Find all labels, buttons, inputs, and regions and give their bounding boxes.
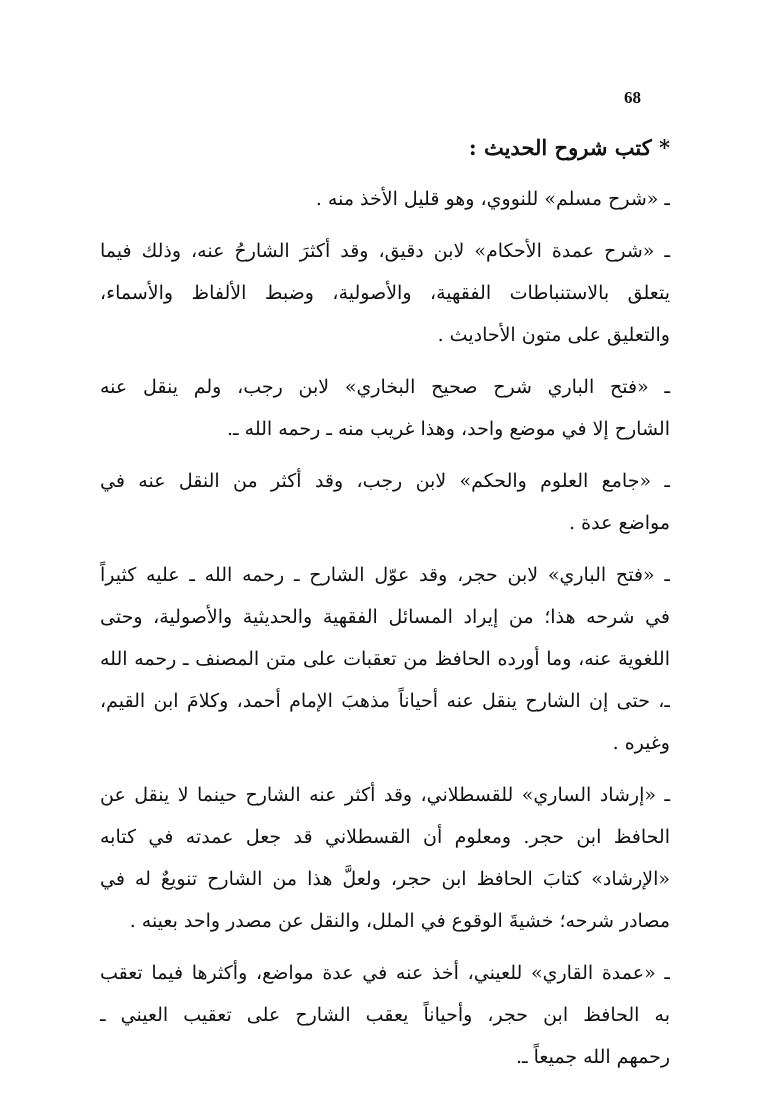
text-line: الشارح إلا في موضع واحد، وهذا غريب منه ـ رحمه الله ـ. — [227, 418, 670, 440]
text-line: مصادر شرحه؛ خشيةَ الوقوع في الملل، والنقل عن مصدر واحد بعينه . — [129, 910, 670, 932]
text-line: وغيره . — [612, 732, 670, 754]
text-line: في شرحه هذا؛ من إيراد المسائل الفقهية والحديثية والأصولية، وحتى — [100, 606, 670, 628]
text-line: ـ، حتى إن الشارح ينقل عنه أحياناً مذهبَ الإمام أحمد، وكلامَ ابن القيم، — [100, 690, 670, 712]
text-line: يتعلق بالاستنباطات الفقهية، والأصولية، وضبط الألفاظ والأسماء، — [100, 282, 670, 304]
entry-umdat-al-qari — [100, 952, 670, 1078]
section-heading: * كتب شروح الحديث : — [468, 135, 670, 160]
text-line: والتعليق على متون الأحاديث . — [437, 324, 670, 346]
text-line: ـ «عمدة القاري» للعيني، أخذ عنه في عدة مواضع، وأكثرها فيما تعقب — [100, 962, 670, 984]
text-line: الحافظ ابن حجر. ومعلوم أن القسطلاني قد جعل عمدته في كتابه — [100, 826, 670, 848]
entry-fath-al-bari-ibn-hajar — [100, 554, 670, 764]
text-line: ـ «فتح الباري» لابن حجر، وقد عوّل الشارح ـ رحمه الله ـ عليه كثيراً — [100, 564, 670, 586]
entry-sharh-muslim — [100, 178, 670, 220]
page-number: 68 — [624, 88, 641, 107]
text-line: اللغوية عنه، وما أورده الحافظ من تعقبات على متن المصنف ـ رحمه الله — [100, 648, 670, 670]
entry-sharh-umdat-al-ahkam — [100, 230, 670, 356]
text-line: ـ «جامع العلوم والحكم» لابن رجب، وقد أكثر من النقل عنه في — [100, 470, 670, 492]
text-line: «الإرشاد» كتابَ الحافظ ابن حجر، ولعلَّ هذا من الشارح تنويعٌ له في — [100, 868, 670, 890]
text-line: ـ «فتح الباري شرح صحيح البخاري» لابن رجب، ولم ينقل عنه — [100, 376, 670, 398]
text-line: ـ «شرح عمدة الأحكام» لابن دقيق، وقد أكثرَ الشارحُ عنه، وذلك فيما — [100, 240, 670, 262]
text-line: رحمهم الله جميعاً ـ. — [516, 1046, 670, 1068]
entry-irshad-al-sari — [100, 774, 670, 942]
page-content — [100, 128, 670, 1088]
text-line: به الحافظ ابن حجر، وأحياناً يعقب الشارح على تعقيب العيني ـ — [100, 1004, 670, 1026]
text-line: ـ «إرشاد الساري» للقسطلاني، وقد أكثر عنه الشارح حينما لا ينقل عن — [100, 784, 670, 806]
entry-fath-al-bari-ibn-rajab — [100, 366, 670, 450]
text-line: مواضع عدة . — [569, 512, 670, 534]
entry-jami-al-ulum — [100, 460, 670, 544]
text-line: ـ «شرح مسلم» للنووي، وهو قليل الأخذ منه . — [315, 188, 670, 210]
